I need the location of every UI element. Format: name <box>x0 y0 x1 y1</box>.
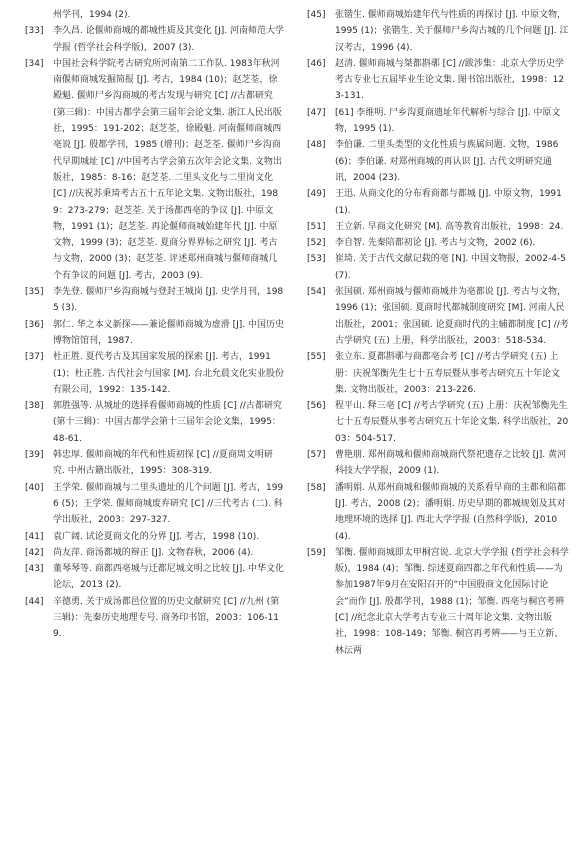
reference-number: [34] <box>25 58 44 69</box>
reference-item <box>307 349 569 398</box>
reference-item <box>25 349 284 398</box>
reference-text: 尚友萍. 商汤都城的辩正 [J]. 文物春秋，2006 (4). <box>53 547 254 558</box>
reference-text: 袁广阔. 试论夏商文化的分界 [J]. 考古，1998 (10). <box>53 531 260 542</box>
reference-text: 李久昌. 论偃师商城的都城性质及其变化 [J]. 河南师范大学学报 (哲学社会科学版)，2007 (3). <box>53 26 284 53</box>
reference-number: [55] <box>307 352 326 363</box>
reference-text: 张立东. 夏都斟鄩与商都亳合考 [C] //考古学研究 (五) 上册：庆祝邹衡先生七十五寿辰暨从事考古研究五十年论文集. 文物出版社，2003：213-226. <box>335 352 561 395</box>
reference-text: 王立新. 早商文化研究 [M]. 高等教育出版社，1998：24. <box>335 221 564 232</box>
reference-text: 郭胜强等. 从城址的选择看偃师商城的性质 [C] //古都研究 (第十三辑)：中国古都学会第十三届年会论文集，1995：48-61. <box>53 401 282 444</box>
reference-item <box>307 284 569 349</box>
reference-text: 韩忠厚. 偃师商城的年代和性质初探 [C] //夏商周文明研究. 中州古籍出版社，1995：308-319. <box>53 450 273 477</box>
reference-text: 张锴生. 偃师商城始建年代与性质的再探讨 [J]. 中原文物，1995 (1)；张锴生. 关于偃师尸乡沟古城的几个问题 [J]. 江汉考古，1996 (4). <box>335 10 569 53</box>
reference-list-left <box>25 7 284 643</box>
reference-number: [46] <box>307 58 326 69</box>
reference-number: [51] <box>307 221 326 232</box>
reference-item <box>307 186 569 219</box>
reference-item <box>307 447 569 480</box>
reference-item <box>307 251 569 284</box>
reference-text: 潘明娟. 从郑州商城和偃师商城的关系看早商的主都和陪都 [J]. 考古，2008 (2)；潘明娟. 历史早期的都城规划及其对地理环境的选择 [J]. 西北大学学报 (自然科学版)，2010 (4). <box>335 482 566 542</box>
reference-item <box>25 529 284 545</box>
reference-number: [37] <box>25 352 44 363</box>
reference-number: [56] <box>307 401 326 412</box>
reference-number: [44] <box>25 596 44 607</box>
reference-text: 李先登. 偃师尸乡沟商城与登封王城岗 [J]. 史学月刊，1985 (3). <box>53 287 284 314</box>
reference-number: [54] <box>307 287 326 298</box>
reference-number: [53] <box>307 254 326 265</box>
reference-text: 中国社会科学院考古研究所河南第二工作队. 1983年秋河南偃师商城发掘简报 [J]. 考古，1984 (10)；赵芝荃，徐殿魁. 偃师尸乡沟商城的考古发现与研究 [C] //古都研究 (第三辑)：中国古都学会第三届年会论文集. 浙江人民出版社，1995：191-202；赵芝荃，徐殿魁. 河南偃师商城西亳说 [J]. 殷都学刊，1985 (增刊)；赵芝荃. 偃师尸乡沟商代早期城址 [C] //中国考古学会第五次年会论文集. 文物出版社，1985：8-16；赵芝荃. 二里头文化与二里岗文化 [C] //庆祝苏秉琦考古五十五年论文集. 文物出版社，1989：273-279；赵芝荃. 关于汤都西亳的争议 [J]. 中原文物，1991 (1)；赵芝荃. 再论偃师商城始建年代 [J]. 中原文物，1999 (3)；赵芝荃. 夏商分界界标之研究 [J]. 考古与文物，2000 (3)；赵芝荃. 评述郑州商城与偃师商城几个有争议的问题 [J]. 考古，2003 (9). <box>53 58 282 281</box>
reference-number: [43] <box>25 564 44 575</box>
reference-item <box>25 545 284 561</box>
reference-item <box>307 7 569 56</box>
reference-number: [42] <box>25 547 44 558</box>
reference-item <box>25 561 284 594</box>
reference-text: [61] 李维明. 尸乡沟夏商遗址年代解析与综合 [J]. 中原文物，1995 (1). <box>335 107 561 135</box>
reference-text: 邹衡. 偃师商城即太甲桐宫说. 北京大学学报 (哲学社会科学版)，1984 (4)；邹衡. 综述夏商四都之年代和性质——为参加1987年9月在安阳召开的“中国殷商文化国际讨论会”而作 [J]. 殷都学刊，1988 (1)；邹衡. 西亳与桐宫考辨 [C] //纪念北京大学考古专业三十周年论文集. 文物出版社，1998：108-149；邹衡. 桐宫再考辨——与王立新、林沄两 <box>335 547 569 656</box>
reference-item <box>25 594 284 643</box>
reference-item <box>307 235 569 251</box>
reference-number: [33] <box>25 26 44 37</box>
reference-text: 赵清. 偃师商城与桀都斟鄩 [C] //跋涉集：北京大学历史学考古专业七五届毕业生论文集. 图书馆出版社，1998：123-131. <box>335 58 565 102</box>
reference-number: [36] <box>25 319 44 330</box>
reference-item <box>25 480 284 529</box>
reference-number: [39] <box>25 450 44 461</box>
reference-number: [35] <box>25 287 44 298</box>
reference-text: 王学荣. 偃师商城与二里头遗址的几个问题 [J]. 考古，1996 (5)；王学荣. 偃师商城废弃研究 [C] //三代考古 (二). 科学出版社，2003：297-327. <box>53 482 284 526</box>
reference-item <box>307 56 569 105</box>
reference-number: [40] <box>25 482 44 493</box>
reference-number: [48] <box>307 140 326 151</box>
reference-number: [58] <box>307 482 326 493</box>
reference-number: [49] <box>307 189 326 200</box>
reference-number: [47] <box>307 107 326 118</box>
reference-number: [59] <box>307 547 326 558</box>
reference-text: 州学刊，1994 (2). <box>53 10 131 20</box>
reference-item <box>307 137 569 186</box>
reference-text: 杜正胜. 夏代考古及其国家发展的探索 [J]. 考古，1991 (1)；杜正胜. 古代社会与国家 [M]. 台北允晨文化实业股份有限公司，1992：135-142. <box>53 352 284 395</box>
reference-text: 李伯谦. 二里头类型的文化性质与族属问题. 文物，1986 (6)；李伯谦. 对郑州商城的再认识 [J]. 古代文明研究通讯，2004 (23). <box>335 140 559 183</box>
reference-text: 曹艳朋. 郑州商城和偃师商城商代祭祀遗存之比较 [J]. 黄河科技大学学报，2009 (1). <box>335 450 566 477</box>
reference-number: [52] <box>307 238 326 249</box>
reference-text: 崔琦. 关于古代文献记载的亳 [N]. 中国文物报，2002-4-5 (7). <box>335 254 566 281</box>
reference-list-right <box>307 7 569 659</box>
reference-item <box>25 23 284 56</box>
reference-text: 辛德勇. 关于成汤都邑位置的历史文献研究 [C] //九州 (第三辑)：先秦历史地理专号. 商务印书馆，2003：106-119. <box>53 596 280 640</box>
reference-text: 张国硕. 郑州商城与偃师商城并为亳都说 [J]. 考古与文物，1996 (1)；张国硕. 夏商时代都城制度研究 [M]. 河南人民出版社，2001；张国硕. 论夏商时代的主辅都制度 [C] //考古学研究 (五) 上册，科学出版社，2003：518-534. <box>335 287 569 346</box>
reference-item <box>25 7 284 23</box>
reference-text: 王迅. 从商文化的分布看商都与都城 [J]. 中原文物，1991 (1). <box>335 189 562 216</box>
reference-text: 程平山. 释三亳 [C] //考古学研究 (五) 上册：庆祝邹衡先生七十五寿辰暨从事考古研究五十年论文集. 科学出版社，2003：504-517. <box>335 401 569 444</box>
reference-text: 郭仁. 华之本义新探——兼论偃师商城为虚滑 [J]. 中国历史博物馆馆刊，1987. <box>53 319 284 346</box>
reference-item <box>307 480 569 545</box>
reference-item <box>307 398 569 447</box>
reference-item <box>25 447 284 480</box>
reference-number: [41] <box>25 531 44 542</box>
reference-item <box>25 317 284 350</box>
reference-text: 董琴琴等. 商都西亳城与迁都尼城文明之比较 [J]. 中华文化论坛，2013 (2). <box>53 564 284 591</box>
reference-item <box>25 56 284 284</box>
reference-number: [57] <box>307 450 326 461</box>
reference-item <box>25 398 284 447</box>
reference-number: [45] <box>307 10 326 20</box>
reference-number: [38] <box>25 401 44 412</box>
reference-item <box>307 219 569 235</box>
reference-item <box>307 105 569 138</box>
reference-item <box>307 545 569 659</box>
reference-text: 李自智. 先秦陪都初论 [J]. 考古与文物，2002 (6). <box>335 238 536 249</box>
reference-item <box>25 284 284 317</box>
